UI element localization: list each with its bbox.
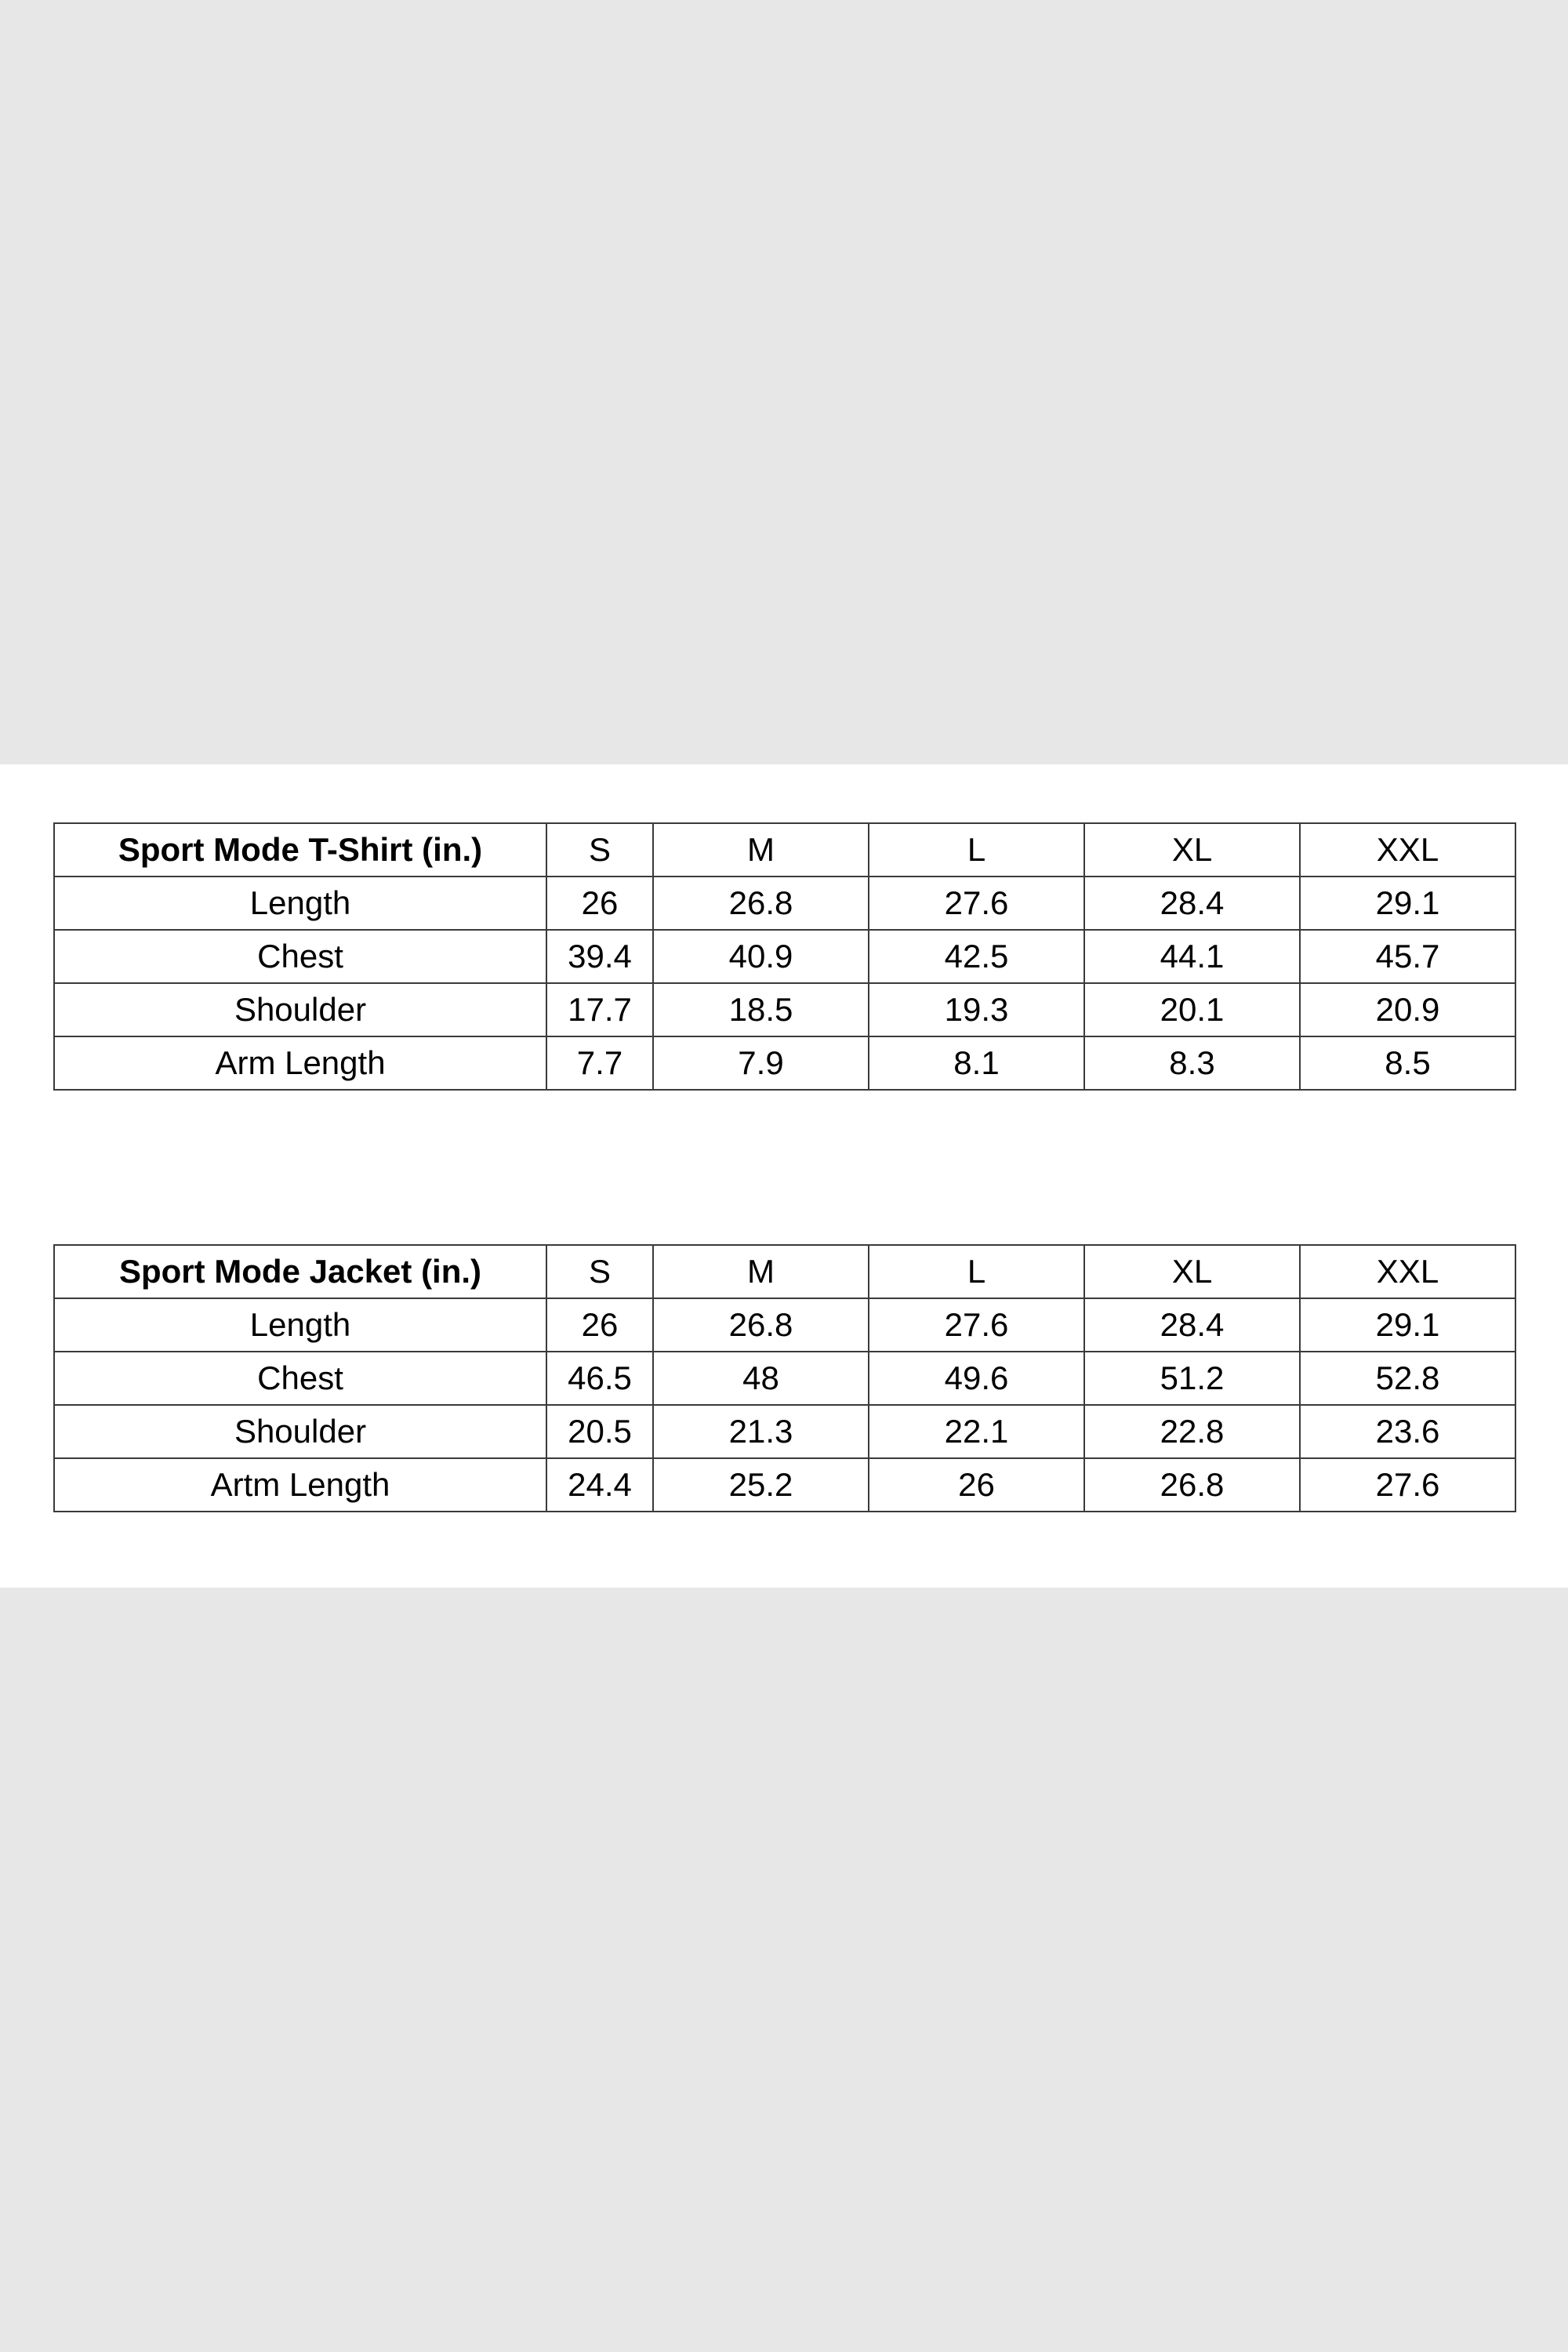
table-cell: 20.1 <box>1084 983 1300 1036</box>
size-header-m: M <box>653 1245 869 1298</box>
size-header-l: L <box>869 1245 1084 1298</box>
table-cell: 29.1 <box>1300 877 1515 930</box>
table-cell: 8.5 <box>1300 1036 1515 1090</box>
row-label: Artm Length <box>54 1458 546 1512</box>
table-cell: 46.5 <box>546 1352 653 1405</box>
size-header-xl: XL <box>1084 823 1300 877</box>
table-header-row <box>54 1245 1515 1298</box>
table-cell: 19.3 <box>869 983 1084 1036</box>
table-row <box>54 1352 1515 1405</box>
table-row <box>54 1458 1515 1512</box>
table-cell: 29.1 <box>1300 1298 1515 1352</box>
size-header-m: M <box>653 823 869 877</box>
row-label: Length <box>54 1298 546 1352</box>
table-cell: 23.6 <box>1300 1405 1515 1458</box>
table-cell: 20.9 <box>1300 983 1515 1036</box>
table-cell: 22.1 <box>869 1405 1084 1458</box>
table-cell: 8.3 <box>1084 1036 1300 1090</box>
table-cell: 26.8 <box>1084 1458 1300 1512</box>
row-label: Length <box>54 877 546 930</box>
size-header-s: S <box>546 1245 653 1298</box>
table-cell: 21.3 <box>653 1405 869 1458</box>
size-header-xl: XL <box>1084 1245 1300 1298</box>
table-cell: 42.5 <box>869 930 1084 983</box>
table-cell: 26 <box>546 877 653 930</box>
table-row <box>54 1298 1515 1352</box>
table-row <box>54 930 1515 983</box>
table-cell: 7.7 <box>546 1036 653 1090</box>
row-label: Chest <box>54 930 546 983</box>
table-row <box>54 983 1515 1036</box>
table-cell: 27.6 <box>869 877 1084 930</box>
table-cell: 39.4 <box>546 930 653 983</box>
table-cell: 51.2 <box>1084 1352 1300 1405</box>
size-header-s: S <box>546 823 653 877</box>
table-cell: 8.1 <box>869 1036 1084 1090</box>
size-header-xxl: XXL <box>1300 1245 1515 1298</box>
table-cell: 24.4 <box>546 1458 653 1512</box>
table-cell: 49.6 <box>869 1352 1084 1405</box>
row-label: Chest <box>54 1352 546 1405</box>
table-cell: 7.9 <box>653 1036 869 1090</box>
table-cell: 18.5 <box>653 983 869 1036</box>
row-label: Shoulder <box>54 1405 546 1458</box>
table-cell: 27.6 <box>869 1298 1084 1352</box>
table-cell: 22.8 <box>1084 1405 1300 1458</box>
table-row <box>54 877 1515 930</box>
table-header-row <box>54 823 1515 877</box>
row-label: Shoulder <box>54 983 546 1036</box>
table-cell: 27.6 <box>1300 1458 1515 1512</box>
table-title: Sport Mode T-Shirt (in.) <box>54 823 546 877</box>
table-title: Sport Mode Jacket (in.) <box>54 1245 546 1298</box>
size-header-l: L <box>869 823 1084 877</box>
table-cell: 40.9 <box>653 930 869 983</box>
table-cell: 28.4 <box>1084 877 1300 930</box>
tshirt-size-table <box>53 822 1516 1091</box>
table-cell: 48 <box>653 1352 869 1405</box>
table-cell: 25.2 <box>653 1458 869 1512</box>
table-row <box>54 1405 1515 1458</box>
table-cell: 45.7 <box>1300 930 1515 983</box>
table-cell: 26 <box>546 1298 653 1352</box>
table-cell: 26.8 <box>653 1298 869 1352</box>
table-cell: 52.8 <box>1300 1352 1515 1405</box>
table-cell: 20.5 <box>546 1405 653 1458</box>
table-cell: 28.4 <box>1084 1298 1300 1352</box>
table-cell: 26.8 <box>653 877 869 930</box>
table-cell: 26 <box>869 1458 1084 1512</box>
size-header-xxl: XXL <box>1300 823 1515 877</box>
jacket-size-table <box>53 1244 1516 1512</box>
table-cell: 44.1 <box>1084 930 1300 983</box>
table-cell: 17.7 <box>546 983 653 1036</box>
table-row <box>54 1036 1515 1090</box>
row-label: Arm Length <box>54 1036 546 1090</box>
size-chart-sheet <box>0 764 1568 1588</box>
